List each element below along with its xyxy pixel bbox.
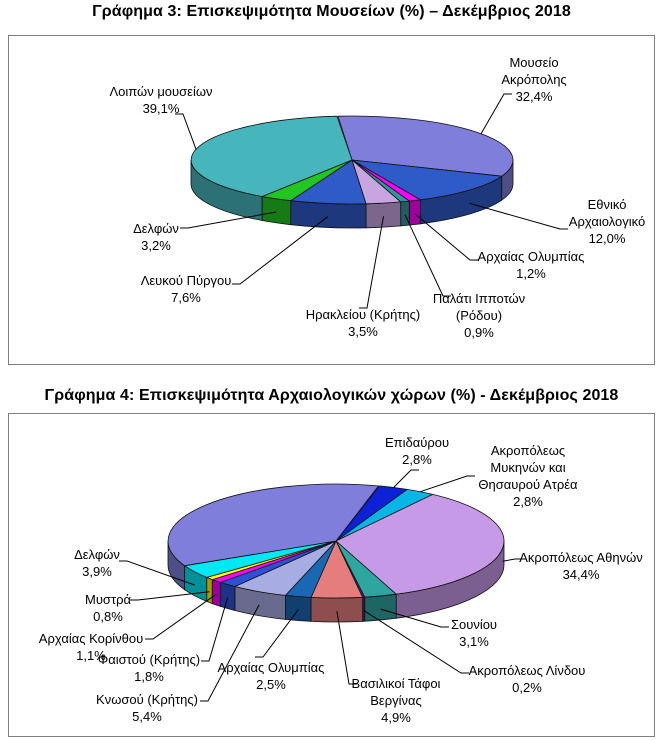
slice-label (87, 691, 207, 725)
slice-label-name: Σουνίου (450, 617, 498, 632)
chart3-title: Γράφημα 3: Επισκεψιμότητα Μουσείων (%) – Δεκέμβριος 2018 (92, 3, 571, 20)
slice-label-percent: 0,8% (93, 609, 123, 624)
slice-label-percent: 3,9% (82, 564, 112, 579)
slice-label-percent: 7,6% (171, 290, 201, 305)
chart4-title: Γράφημα 4: Επισκεψιμότητα Αρχαιολογικών χώρων (%) - Δεκέμβριος 2018 (44, 387, 619, 404)
slice-label-name: Επιδαύρου (384, 435, 450, 450)
slice-label-name: Λοιπών μουσείων (109, 84, 213, 99)
leader-line (175, 114, 196, 149)
slice-label-percent: 4,9% (381, 710, 411, 725)
pie-slice-side (365, 594, 397, 621)
museums-pie-chart (8, 35, 655, 365)
slice-label (30, 630, 152, 664)
pie-slice-side (207, 577, 213, 603)
slice-label-name: Εθνικό Αρχαιολογικό (568, 197, 646, 229)
slice-label-percent: 34,4% (562, 567, 600, 582)
slice-label-percent: 5,4% (132, 709, 162, 724)
slice-label-name: Δελφών (133, 221, 179, 236)
slice-label (467, 442, 589, 510)
slice-label-percent: 2,5% (256, 677, 286, 692)
slice-label-percent: 3,2% (141, 238, 171, 253)
slice-label-name: Ηρακλείου (Κρήτης) (305, 307, 421, 322)
pie-slice-side (366, 202, 401, 228)
slice-label-percent: 32,4% (515, 89, 553, 104)
slice-label (131, 272, 241, 306)
slice-label-name: Παλάτι Ιπποτών (Ρόδου) (432, 291, 526, 323)
slice-label-name: Μουσείο Ακρόπολης (501, 55, 567, 87)
slice-label (68, 546, 126, 580)
slice-label (340, 675, 452, 726)
slice-label-name: Αρχαίας Ολυμπίας (217, 660, 325, 675)
pie-slice-side (311, 597, 363, 622)
slice-label-name: Αρχαίας Ολυμπίας (477, 249, 585, 264)
slice-label (210, 659, 332, 693)
slice-label-name: Φαιστού (Κρήτης) (97, 652, 201, 667)
slice-label-name: Ακροπόλεως Μυκηνών και Θησαυρού Ατρέα (478, 443, 578, 492)
slice-label (293, 306, 433, 340)
slice-label-percent: 2,8% (402, 452, 432, 467)
slice-label (551, 196, 663, 247)
slice-label-percent: 12,0% (588, 231, 626, 246)
slice-label (515, 549, 647, 583)
slice-label (427, 290, 531, 341)
slice-label-percent: 2,8% (513, 494, 543, 509)
pie-slice-side (221, 582, 236, 610)
slice-label-percent: 1,8% (134, 669, 164, 684)
slice-label-percent: 39,1% (142, 101, 180, 116)
slice-label-percent: 1,1% (76, 648, 106, 663)
slice-label (79, 591, 137, 625)
leader-line (405, 215, 451, 296)
slice-label (96, 83, 226, 117)
leader-line (359, 216, 384, 308)
slice-label-percent: 0,2% (512, 680, 542, 695)
pie-slice-side (285, 595, 311, 621)
slice-label-name: Κνωσού (Κρήτης) (96, 692, 198, 707)
slice-label (121, 220, 191, 254)
pie-slice-side (212, 580, 220, 607)
sites-pie-chart (8, 413, 655, 737)
pie-slice-side (409, 200, 420, 225)
slice-label (486, 54, 582, 105)
slice-label-name: Βασιλικοί Τάφοι Βεργίνας (351, 676, 441, 708)
slice-label-name: Ακροπόλεως Λίνδου (468, 663, 586, 678)
slice-label-percent: 1,2% (516, 266, 546, 281)
slice-label (442, 616, 506, 650)
slice-label-percent: 3,1% (459, 634, 489, 649)
slice-label-percent: 3,5% (348, 324, 378, 339)
slice-label (461, 662, 593, 696)
slice-label-name: Δελφών (74, 547, 120, 562)
slice-label (372, 434, 462, 468)
leader-line (394, 470, 419, 488)
pie-slice-side (262, 197, 291, 225)
slice-label-name: Αρχαίας Κορίνθου (38, 631, 144, 646)
slice-label-percent: 0,9% (464, 325, 494, 340)
slice-label-name: Λευκού Πύργου (140, 273, 232, 288)
slice-label-name: Μυστρά (84, 592, 131, 607)
slice-label-name: Ακροπόλεως Αθηνών (519, 550, 643, 565)
pie-slice-side (291, 201, 366, 228)
slice-label (466, 248, 596, 282)
